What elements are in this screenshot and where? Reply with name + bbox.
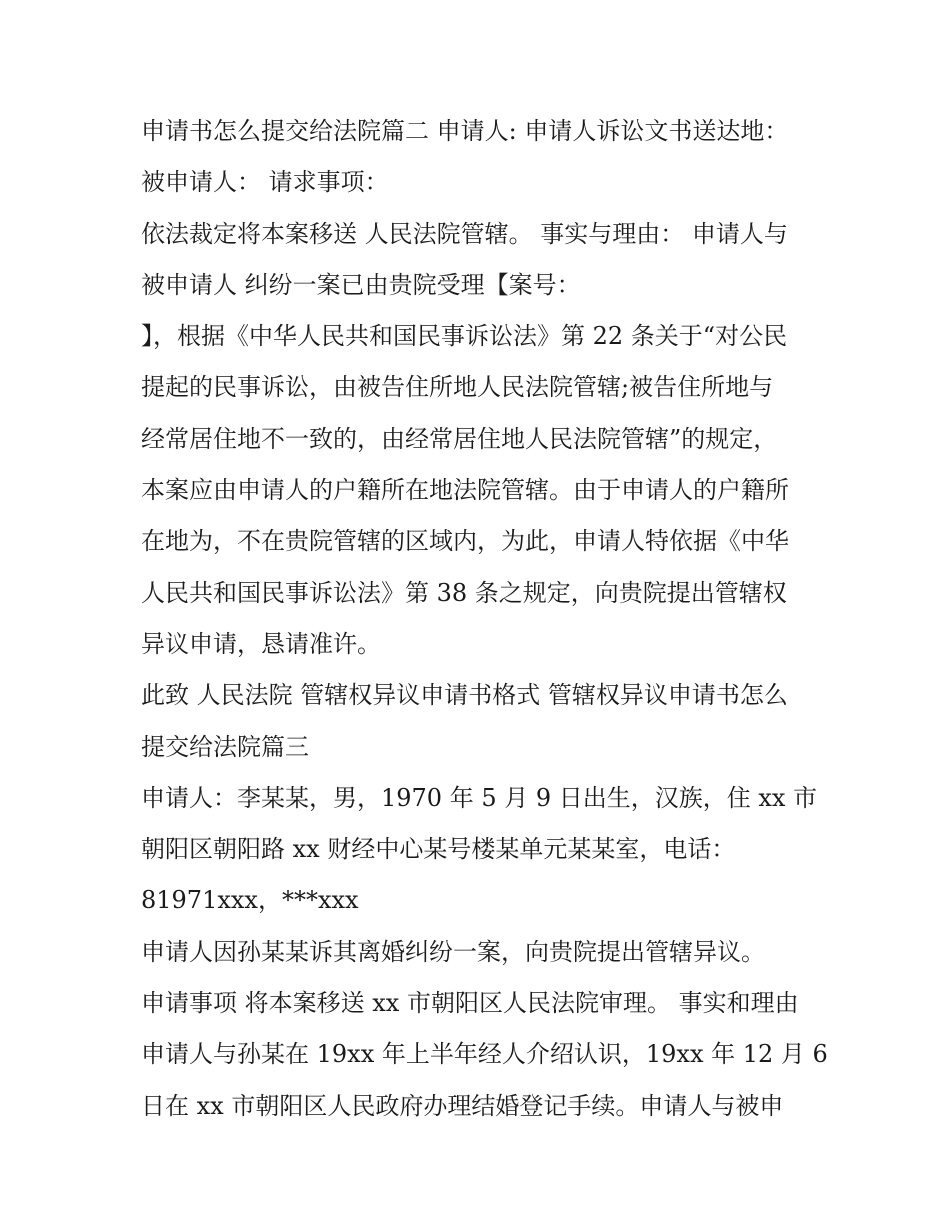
text-line: 此致 人民法院 管辖权异议申请书格式 管辖权异议申请书怎么 — [141, 681, 788, 710]
text-line: 81971xxx，***xxx — [141, 886, 359, 915]
text-line: 人民共和国民事诉讼法》第 38 条之规定，向贵院提出管辖权 — [141, 578, 787, 607]
text-line: 申请人：李某某，男，1970 年 5 月 9 日出生，汉族，住 xx 市 — [141, 783, 818, 812]
text-line: 申请人因孙某某诉其离婚纠纷一案，向贵院提出管辖异议。 — [141, 937, 765, 966]
text-line: 申请书怎么提交给法院篇二 申请人: 申请人诉讼文书送达地： — [141, 117, 789, 145]
text-line: 经常居住地不一致的，由经常居住地人民法院管辖”的规定， — [141, 424, 778, 453]
text-line: 朝阳区朝阳路 xx 财经中心某号楼某单元某某室，电话： — [141, 835, 736, 864]
text-line: 被申请人： 请求事项： — [141, 168, 389, 197]
text-line: 申请事项 将本案移送 xx 市朝阳区人民法院审理。 事实和理由 — [141, 989, 799, 1018]
text-line: 】，根据《中华人民共和国民事诉讼法》第 22 条关于“对公民 — [141, 322, 788, 351]
text-line: 申请人与孙某在 19xx 年上半年经人介绍认识，19xx 年 12 月 6 — [141, 1040, 828, 1069]
document-body — [141, 106, 828, 1132]
text-line: 被申请人 纠纷一案已由贵院受理【案号： — [141, 270, 581, 299]
text-line: 本案应由申请人的户籍所在地法院管辖。由于申请人的户籍所 — [141, 476, 789, 505]
text-line: 提交给法院篇三 — [141, 732, 309, 761]
text-line: 依法裁定将本案移送 人民法院管辖。 事实与理由： 申请人与 — [141, 219, 788, 248]
text-line: 在地为，不在贵院管辖的区域内，为此，申请人特依据《中华 — [141, 527, 789, 556]
text-line: 异议申请，恳请准许。 — [141, 629, 381, 658]
text-line: 提起的民事诉讼，由被告住所地人民法院管辖;被告住所地与 — [141, 373, 774, 402]
text-line: 日在 xx 市朝阳区人民政府办理结婚登记手续。申请人与被申 — [141, 1091, 784, 1120]
